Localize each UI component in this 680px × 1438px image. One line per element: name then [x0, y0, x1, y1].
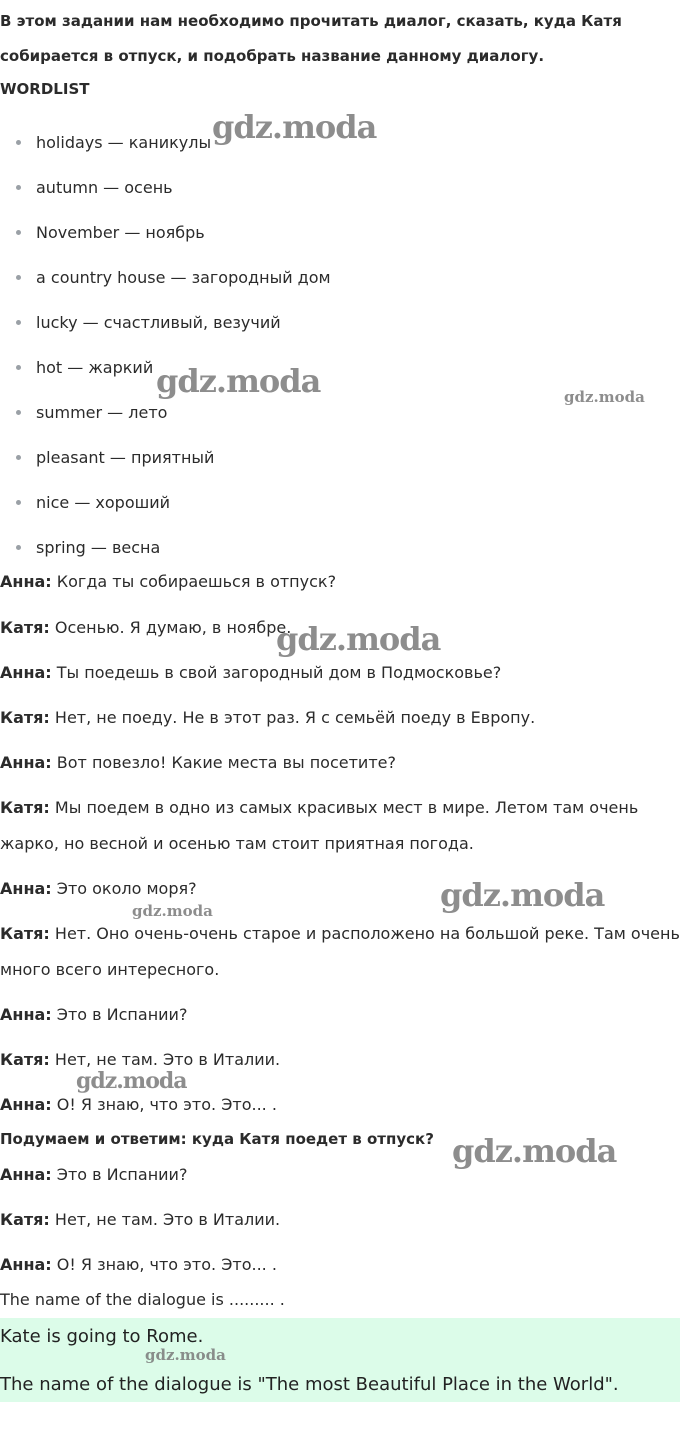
bullet-icon — [16, 185, 21, 190]
question-heading: Подумаем и ответим: куда Катя поедет в отпуск? — [0, 1130, 434, 1148]
watermark: gdz.moda — [276, 620, 441, 658]
bullet-icon — [16, 410, 21, 415]
watermark: gdz.moda — [452, 1132, 617, 1170]
bullet-icon — [16, 320, 21, 325]
dialogue-line: Катя: Осенью. Я думаю, в ноябре. — [0, 618, 292, 637]
wordlist-item: November — ноябрь — [0, 210, 331, 255]
bullet-icon — [16, 365, 21, 370]
watermark: gdz.moda — [145, 1346, 226, 1364]
wordlist-item: holidays — каникулы — [0, 120, 331, 165]
bullet-icon — [16, 230, 21, 235]
dialogue-line: Анна: Это около моря? — [0, 879, 197, 898]
wordlist-item: pleasant — приятный — [0, 435, 331, 480]
wordlist-item: autumn — осень — [0, 165, 331, 210]
dialogue-line: Катя: Нет, не поеду. Не в этот раз. Я с семьёй поеду в Европу. — [0, 708, 536, 727]
dialogue-line: Анна: Когда ты собираешься в отпуск? — [0, 572, 337, 591]
bullet-icon — [16, 455, 21, 460]
dialogue-line: Анна: О! Я знаю, что это. Это... . — [0, 1255, 277, 1274]
speaker-label: Анна: — [0, 1005, 52, 1024]
speaker-label: Анна: — [0, 1165, 52, 1184]
speaker-label: Катя: — [0, 924, 50, 943]
wordlist-item: summer — лето — [0, 390, 331, 435]
dialogue-line: Катя: Нет, не там. Это в Италии. — [0, 1210, 281, 1229]
speaker-label: Катя: — [0, 618, 50, 637]
dialogue-line: Катя: Нет, не там. Это в Италии. — [0, 1050, 281, 1069]
dialogue-line: Анна: Вот повезло! Какие места вы посетите? — [0, 753, 396, 772]
speaker-label: Катя: — [0, 1210, 50, 1229]
bullet-icon — [16, 500, 21, 505]
dialogue-line: Анна: Ты поедешь в свой загородный дом в Подмосковье? — [0, 663, 502, 682]
watermark: gdz.moda — [440, 876, 605, 914]
speaker-label: Катя: — [0, 1050, 50, 1069]
wordlist-item: nice — хороший — [0, 480, 331, 525]
dialogue-line: Анна: Это в Испании? — [0, 1005, 188, 1024]
bullet-icon — [16, 275, 21, 280]
wordlist-heading: WORDLIST — [0, 80, 90, 98]
dialogue-line: Катя: Нет. Оно очень-очень старое и расположено на большой реке. Там очень много всего интересного. — [0, 924, 680, 979]
answer-box — [0, 1318, 680, 1402]
wordlist-item: lucky — счастливый, везучий — [0, 300, 331, 345]
watermark: gdz.moda — [132, 902, 213, 920]
dialogue-line: Анна: О! Я знаю, что это. Это... . — [0, 1095, 277, 1114]
speaker-label: Анна: — [0, 572, 52, 591]
watermark: gdz.moda — [76, 1068, 187, 1094]
watermark: gdz.moda — [212, 108, 377, 146]
dialogue-line: Анна: Это в Испании? — [0, 1165, 188, 1184]
dialogue-line: Катя: Мы поедем в одно из самых красивых мест в мире. Летом там очень жарко, но весной и осенью там стоит приятная погода. — [0, 798, 639, 853]
speaker-label: Анна: — [0, 1255, 52, 1274]
answer-line-2: The name of the dialogue is "The most Beautiful Place in the World". — [0, 1374, 619, 1395]
speaker-label: Анна: — [0, 753, 52, 772]
wordlist — [0, 120, 331, 570]
task-intro: В этом задании нам необходимо прочитать диалог, сказать, куда Катя собирается в отпуск, и подобрать название данному диалогу. — [0, 12, 622, 65]
watermark: gdz.moda — [156, 362, 321, 400]
answer-line-1: Kate is going to Rome. — [0, 1326, 204, 1347]
speaker-label: Катя: — [0, 708, 50, 727]
watermark: gdz.moda — [564, 388, 645, 406]
wordlist-item: a country house — загородный дом — [0, 255, 331, 300]
name-prompt: The name of the dialogue is ......... . — [0, 1290, 285, 1309]
bullet-icon — [16, 545, 21, 550]
speaker-label: Анна: — [0, 1095, 52, 1114]
wordlist-item: spring — весна — [0, 525, 331, 570]
speaker-label: Анна: — [0, 663, 52, 682]
wordlist-item: hot — жаркий — [0, 345, 331, 390]
speaker-label: Катя: — [0, 798, 50, 817]
bullet-icon — [16, 140, 21, 145]
speaker-label: Анна: — [0, 879, 52, 898]
